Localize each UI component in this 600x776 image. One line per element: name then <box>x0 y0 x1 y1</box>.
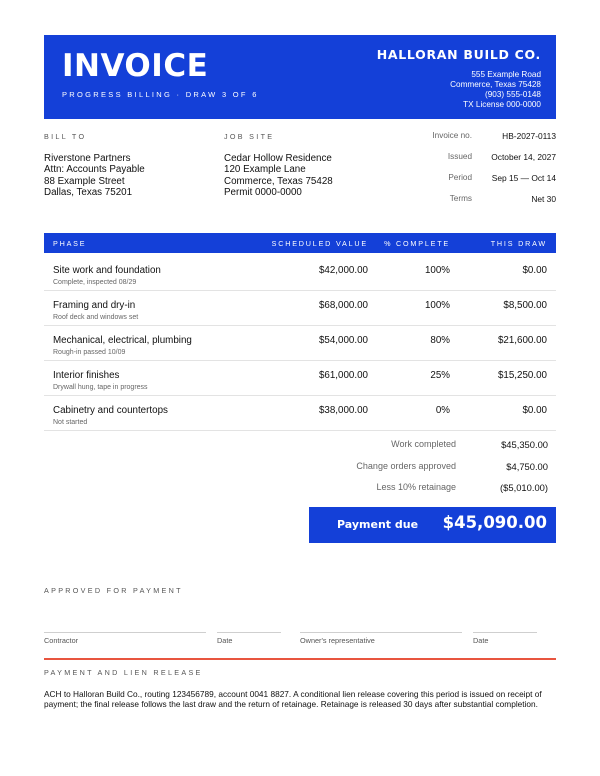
bill-to-line: 88 Example Street <box>44 175 125 187</box>
scheduled-value: $42,000.00 <box>318 265 368 276</box>
billing-period: Sep 15 — Oct 14 <box>491 173 556 183</box>
owner-date-line[interactable] <box>473 632 537 633</box>
change-orders-label: Change orders approved <box>356 461 456 471</box>
this-draw: $15,250.00 <box>497 370 547 381</box>
phase-name: Mechanical, electrical, plumbing <box>53 335 192 346</box>
owner-date-caption: Date <box>473 636 489 645</box>
table-header <box>44 233 556 253</box>
lien-release-label: PAYMENT AND LIEN RELEASE <box>44 668 203 677</box>
scheduled-value: $38,000.00 <box>318 405 368 416</box>
phase-note: Not started <box>53 419 88 426</box>
col-percent-complete: % COMPLETE <box>384 239 450 248</box>
table-row <box>44 396 556 431</box>
job-site-line: Commerce, Texas 75428 <box>224 175 333 187</box>
this-draw: $0.00 <box>522 265 547 276</box>
period-label: Period <box>448 173 472 182</box>
company-address-line: Commerce, Texas 75428 <box>450 80 541 89</box>
job-site-line: Cedar Hollow Residence <box>224 153 332 164</box>
issued-date: October 14, 2027 <box>491 152 556 162</box>
bill-to-line: Dallas, Texas 75201 <box>44 186 133 198</box>
payment-due-label: Payment due <box>337 518 419 531</box>
invoice-number: HB-2027-0113 <box>502 131 556 141</box>
phase-note: Drywall hung, tape in progress <box>53 384 148 391</box>
this-draw: $21,600.00 <box>497 335 547 346</box>
scheduled-value: $61,000.00 <box>318 370 368 381</box>
issued-label: Issued <box>447 152 472 161</box>
work-completed-value: $45,350.00 <box>501 439 548 450</box>
job-site-label: JOB SITE <box>224 132 275 141</box>
bill-to-line: Riverstone Partners <box>44 153 131 164</box>
contractor-date-caption: Date <box>217 636 233 645</box>
phase-name: Cabinetry and countertops <box>53 405 168 416</box>
contractor-signature-line[interactable] <box>44 632 206 633</box>
percent-complete: 25% <box>430 370 450 381</box>
owner-signature-line[interactable] <box>300 632 462 633</box>
scheduled-value: $54,000.00 <box>318 335 368 346</box>
terms-label: Terms <box>449 194 472 203</box>
section-divider <box>44 658 556 660</box>
phase-name: Interior finishes <box>53 370 120 381</box>
payment-due-amount: $45,090.00 <box>442 513 547 532</box>
payment-terms: Net 30 <box>531 194 556 204</box>
phase-note: Roof deck and windows set <box>53 314 139 321</box>
this-draw: $8,500.00 <box>503 300 547 311</box>
bill-to-line: Attn: Accounts Payable <box>44 164 145 176</box>
job-site-line: 120 Example Lane <box>224 164 306 176</box>
phase-name: Framing and dry-in <box>53 300 136 311</box>
bill-to-block <box>44 153 145 198</box>
scheduled-value: $68,000.00 <box>318 300 368 311</box>
contractor-caption: Contractor <box>44 636 79 645</box>
payment-due-box <box>309 507 556 543</box>
change-orders-value: $4,750.00 <box>506 461 548 472</box>
invoice-subtitle: PROGRESS BILLING · DRAW 3 OF 6 <box>62 90 259 99</box>
job-site-block <box>224 153 333 198</box>
work-completed-label: Work completed <box>391 439 456 449</box>
table-row <box>44 326 556 361</box>
invoice-title: INVOICE <box>62 48 209 84</box>
percent-complete: 100% <box>424 265 450 276</box>
retainage-value: ($5,010.00) <box>500 482 548 493</box>
company-license: TX License 000-0000 <box>463 100 541 109</box>
phase-note: Complete, inspected 08/29 <box>53 279 137 286</box>
col-this-draw: THIS DRAW <box>490 239 547 248</box>
invoice-number-label: Invoice no. <box>432 131 472 140</box>
table-row <box>44 256 556 291</box>
owner-caption: Owner's representative <box>300 636 375 645</box>
company-address-line: 555 Example Road <box>471 70 541 79</box>
contractor-date-line[interactable] <box>217 632 281 633</box>
table-row <box>44 291 556 326</box>
job-site-line: Permit 0000-0000 <box>224 186 302 198</box>
col-scheduled-value: SCHEDULED VALUE <box>271 239 368 248</box>
bill-to-label: BILL TO <box>44 132 87 141</box>
percent-complete: 0% <box>435 405 450 416</box>
retainage-label: Less 10% retainage <box>376 482 456 492</box>
company-name: HALLORAN BUILD CO. <box>376 47 541 62</box>
col-phase: PHASE <box>53 239 87 248</box>
company-phone: (903) 555-0148 <box>485 90 541 99</box>
lien-release-text: ACH to Halloran Build Co., routing 123456789, account 0041 8827. A conditional lien release covering this period is issued on receipt of payment; the final release follows the last draw and the return of retainage. Retainage is released 30 days after substantial completion. <box>44 689 542 710</box>
phase-note: Rough-in passed 10/09 <box>53 349 126 356</box>
invoice-header <box>44 35 556 119</box>
percent-complete: 100% <box>424 300 450 311</box>
approved-label: APPROVED FOR PAYMENT <box>44 586 183 595</box>
company-address <box>450 70 541 110</box>
phase-name: Site work and foundation <box>53 265 161 276</box>
this-draw: $0.00 <box>522 405 547 416</box>
percent-complete: 80% <box>430 335 450 346</box>
table-row <box>44 361 556 396</box>
